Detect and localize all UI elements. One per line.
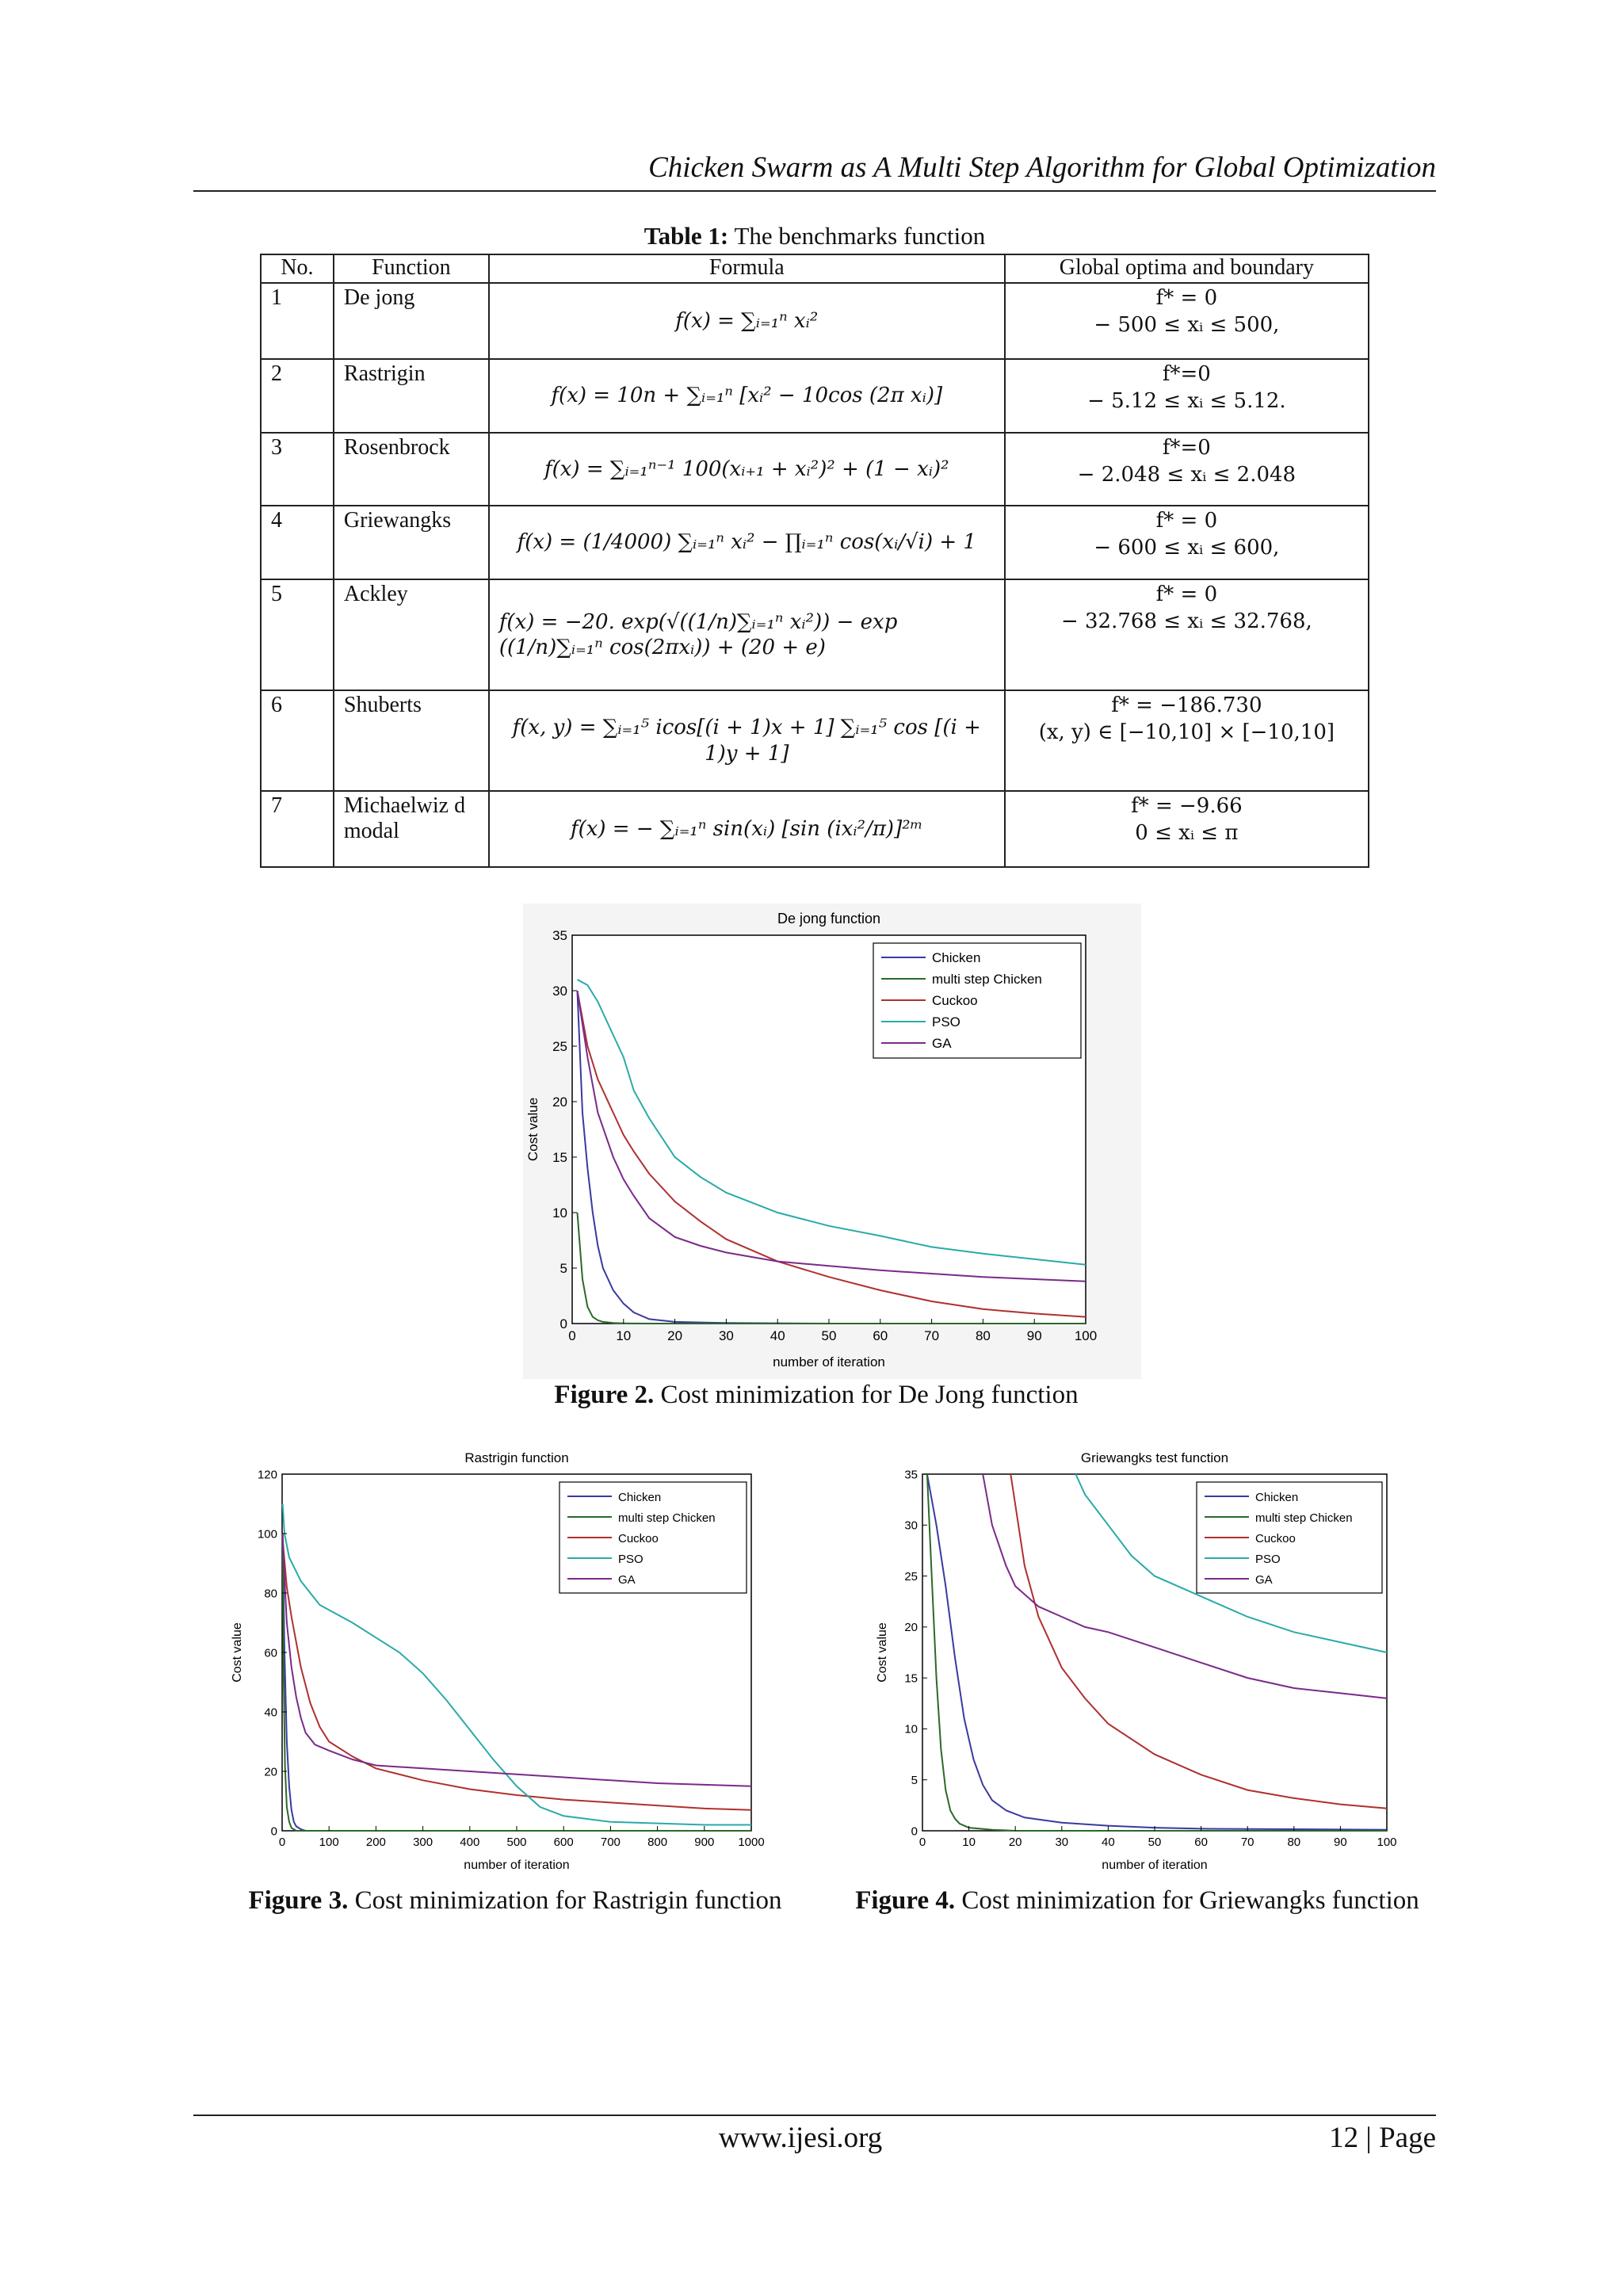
search-boundary: (x, y) ∈ [−10,10] × [−10,10] xyxy=(1038,720,1335,744)
table-caption-label: Table 1: xyxy=(643,222,729,250)
y-axis-label: Cost value xyxy=(231,1622,244,1683)
row-number: 3 xyxy=(261,433,334,506)
table-caption-text: The benchmarks function xyxy=(734,222,986,250)
x-tick-label: 70 xyxy=(1240,1836,1254,1849)
function-formula: f(x) = 10n + ∑ᵢ₌₁ⁿ [xᵢ² − 10cos (2π xᵢ)] xyxy=(489,359,1005,433)
legend-entry: GA xyxy=(618,1573,636,1587)
legend-entry: PSO xyxy=(1255,1553,1281,1566)
search-boundary: − 5.12 ≤ xᵢ ≤ 5.12. xyxy=(1087,388,1286,413)
y-tick-label: 10 xyxy=(552,1205,567,1221)
header-rule xyxy=(193,190,1436,192)
y-tick-label: 15 xyxy=(904,1671,918,1686)
y-tick-label: 35 xyxy=(552,927,567,943)
y-tick-label: 100 xyxy=(257,1527,277,1541)
legend-entry: Chicken xyxy=(932,950,981,965)
search-boundary: − 600 ≤ xᵢ ≤ 600, xyxy=(1094,535,1280,560)
legend-entry: Chicken xyxy=(1255,1491,1299,1504)
y-tick-label: 0 xyxy=(911,1824,918,1839)
figure-3-text: Cost minimization for Rastrigin function xyxy=(354,1886,782,1915)
y-tick-label: 30 xyxy=(552,983,567,999)
table-row xyxy=(261,433,1369,506)
search-boundary: 0 ≤ xᵢ ≤ π xyxy=(1135,820,1239,845)
row-number: 7 xyxy=(261,791,334,867)
figure-4-caption xyxy=(832,1886,1442,1916)
legend-entry: Chicken xyxy=(618,1491,662,1504)
x-tick-label: 900 xyxy=(694,1836,715,1849)
x-tick-label: 100 xyxy=(1377,1836,1397,1849)
x-tick-label: 80 xyxy=(975,1328,991,1343)
y-tick-label: 20 xyxy=(904,1621,918,1635)
legend-entry: Cuckoo xyxy=(618,1532,659,1545)
table-row xyxy=(261,506,1369,579)
search-boundary: − 2.048 ≤ xᵢ ≤ 2.048 xyxy=(1077,462,1296,487)
x-tick-label: 10 xyxy=(962,1836,976,1849)
x-tick-label: 0 xyxy=(918,1836,926,1849)
row-number: 6 xyxy=(261,690,334,791)
figure-4-text: Cost minimization for Griewangks function xyxy=(961,1886,1419,1915)
optimum-value: f* = −9.66 xyxy=(1131,794,1243,818)
y-tick-label: 20 xyxy=(552,1094,567,1110)
y-tick-label: 25 xyxy=(904,1569,918,1584)
running-head: Chicken Swarm as A Multi Step Algorithm for Global Optimization xyxy=(648,151,1436,184)
x-tick-label: 500 xyxy=(506,1836,527,1849)
global-optima xyxy=(1005,579,1369,690)
function-name: Griewangks xyxy=(334,506,489,579)
y-tick-label: 10 xyxy=(904,1722,918,1736)
y-tick-label: 120 xyxy=(257,1468,277,1482)
y-tick-label: 80 xyxy=(264,1587,277,1601)
global-optima xyxy=(1005,690,1369,791)
x-tick-label: 200 xyxy=(365,1836,386,1849)
x-tick-label: 60 xyxy=(873,1328,888,1343)
figure-3-caption xyxy=(214,1886,816,1916)
x-tick-label: 80 xyxy=(1287,1836,1301,1849)
optimum-value: f*=0 xyxy=(1162,362,1211,386)
y-tick-label: 60 xyxy=(264,1646,277,1660)
function-name: Shuberts xyxy=(334,690,489,791)
global-optima xyxy=(1005,283,1369,359)
table-row xyxy=(261,359,1369,433)
x-tick-label: 40 xyxy=(769,1328,785,1343)
figure-3-label: Figure 3. xyxy=(248,1886,349,1915)
legend-entry: PSO xyxy=(932,1014,960,1030)
griewangks-chart xyxy=(870,1442,1409,1878)
y-tick-label: 15 xyxy=(552,1149,567,1165)
search-boundary: − 32.768 ≤ xᵢ ≤ 32.768, xyxy=(1060,609,1312,633)
table-caption xyxy=(260,222,1369,250)
figure-4-label: Figure 4. xyxy=(855,1886,956,1915)
benchmark-table xyxy=(260,254,1369,868)
global-optima xyxy=(1005,433,1369,506)
x-tick-label: 0 xyxy=(278,1836,286,1849)
global-optima xyxy=(1005,791,1369,867)
function-formula: f(x) = −20. exp(√((1/n)∑ᵢ₌₁ⁿ xᵢ²)) − exp ((1/n)∑ᵢ₌₁ⁿ cos(2πxᵢ)) + (20 + e) xyxy=(489,579,1005,690)
column-header-optima: Global optima and boundary xyxy=(1005,254,1369,283)
legend-entry: multi step Chicken xyxy=(932,972,1042,987)
y-tick-label: 0 xyxy=(270,1824,277,1839)
y-tick-label: 20 xyxy=(264,1765,277,1779)
y-tick-label: 40 xyxy=(264,1706,277,1720)
optimum-value: f* = 0 xyxy=(1155,583,1218,606)
figure-2-label: Figure 2. xyxy=(554,1381,655,1409)
legend-entry: multi step Chicken xyxy=(1255,1511,1353,1525)
search-boundary: − 500 ≤ xᵢ ≤ 500, xyxy=(1094,312,1280,337)
row-number: 5 xyxy=(261,579,334,690)
x-tick-label: 800 xyxy=(647,1836,668,1849)
function-name: Rastrigin xyxy=(334,359,489,433)
x-tick-label: 30 xyxy=(718,1328,734,1343)
global-optima xyxy=(1005,359,1369,433)
column-header-no: No. xyxy=(261,254,334,283)
table-row xyxy=(261,791,1369,867)
x-tick-label: 50 xyxy=(1148,1836,1162,1849)
function-formula: f(x, y) = ∑ᵢ₌₁⁵ icos[(i + 1)x + 1] ∑ᵢ₌₁⁵ cos [(i + 1)y + 1] xyxy=(489,690,1005,791)
x-tick-label: 0 xyxy=(568,1328,576,1343)
x-tick-label: 20 xyxy=(1008,1836,1022,1849)
x-tick-label: 60 xyxy=(1194,1836,1208,1849)
optimum-value: f* = 0 xyxy=(1155,509,1218,533)
dejong-chart xyxy=(523,904,1141,1379)
x-tick-label: 40 xyxy=(1102,1836,1115,1849)
footer-website: www.ijesi.org xyxy=(718,2122,883,2154)
optimum-value: f* = −186.730 xyxy=(1111,693,1262,717)
y-axis-label: Cost value xyxy=(525,1097,540,1162)
legend-entry: multi step Chicken xyxy=(618,1511,716,1525)
legend-entry: Cuckoo xyxy=(1255,1532,1296,1545)
function-formula: f(x) = − ∑ᵢ₌₁ⁿ sin(xᵢ) [sin (ixᵢ²/π)]²ᵐ xyxy=(489,791,1005,867)
optimum-value: f*=0 xyxy=(1162,436,1211,460)
table-row xyxy=(261,690,1369,791)
x-tick-label: 1000 xyxy=(738,1836,765,1849)
global-optima xyxy=(1005,506,1369,579)
y-tick-label: 25 xyxy=(552,1038,567,1054)
row-number: 1 xyxy=(261,283,334,359)
x-axis-label: number of iteration xyxy=(773,1354,885,1370)
row-number: 4 xyxy=(261,506,334,579)
optimum-value: f* = 0 xyxy=(1155,286,1218,310)
function-formula: f(x) = ∑ᵢ₌₁ⁿ⁻¹ 100(xᵢ₊₁ + xᵢ²)² + (1 − xᵢ)² xyxy=(489,433,1005,506)
function-name: De jong xyxy=(334,283,489,359)
function-name: Ackley xyxy=(334,579,489,690)
x-tick-label: 600 xyxy=(553,1836,574,1849)
function-formula: f(x) = (1/4000) ∑ᵢ₌₁ⁿ xᵢ² − ∏ᵢ₌₁ⁿ cos(xᵢ/√i) + 1 xyxy=(489,506,1005,579)
y-tick-label: 35 xyxy=(904,1468,918,1482)
x-tick-label: 300 xyxy=(413,1836,433,1849)
chart-title: Griewangks test function xyxy=(1080,1450,1229,1465)
x-axis-label: number of iteration xyxy=(464,1859,570,1872)
function-formula: f(x) = ∑ᵢ₌₁ⁿ xᵢ² xyxy=(489,283,1005,359)
x-tick-label: 100 xyxy=(1074,1328,1098,1343)
legend-entry: Cuckoo xyxy=(932,993,978,1008)
table-row xyxy=(261,283,1369,359)
x-tick-label: 50 xyxy=(821,1328,837,1343)
x-tick-label: 70 xyxy=(924,1328,940,1343)
function-name: Rosenbrock xyxy=(334,433,489,506)
x-tick-label: 100 xyxy=(319,1836,339,1849)
rastrigin-chart xyxy=(225,1442,780,1878)
x-axis-label: number of iteration xyxy=(1102,1859,1208,1872)
column-header-function: Function xyxy=(334,254,489,283)
legend-entry: PSO xyxy=(618,1553,643,1566)
x-tick-label: 30 xyxy=(1055,1836,1069,1849)
chart-title: De jong function xyxy=(777,911,881,926)
figure-2-caption xyxy=(515,1381,1117,1410)
x-tick-label: 90 xyxy=(1026,1328,1042,1343)
y-tick-label: 0 xyxy=(559,1316,567,1331)
x-tick-label: 700 xyxy=(600,1836,621,1849)
footer-page-number: 12 | Page xyxy=(1329,2122,1436,2154)
table-row xyxy=(261,579,1369,690)
x-tick-label: 400 xyxy=(460,1836,480,1849)
x-tick-label: 10 xyxy=(616,1328,632,1343)
x-tick-label: 20 xyxy=(667,1328,683,1343)
column-header-formula: Formula xyxy=(489,254,1005,283)
chart-title: Rastrigin function xyxy=(464,1450,569,1465)
y-axis-label: Cost value xyxy=(876,1622,889,1683)
legend-entry: GA xyxy=(1255,1573,1273,1587)
y-tick-label: 5 xyxy=(559,1260,567,1276)
footer-rule xyxy=(193,2115,1436,2116)
y-tick-label: 5 xyxy=(911,1773,918,1787)
figure-2-text: Cost minimization for De Jong function xyxy=(660,1381,1079,1409)
y-tick-label: 30 xyxy=(904,1519,918,1533)
function-name: Michaelwiz d modal xyxy=(334,791,489,867)
row-number: 2 xyxy=(261,359,334,433)
legend-entry: GA xyxy=(932,1036,952,1051)
x-tick-label: 90 xyxy=(1334,1836,1347,1849)
